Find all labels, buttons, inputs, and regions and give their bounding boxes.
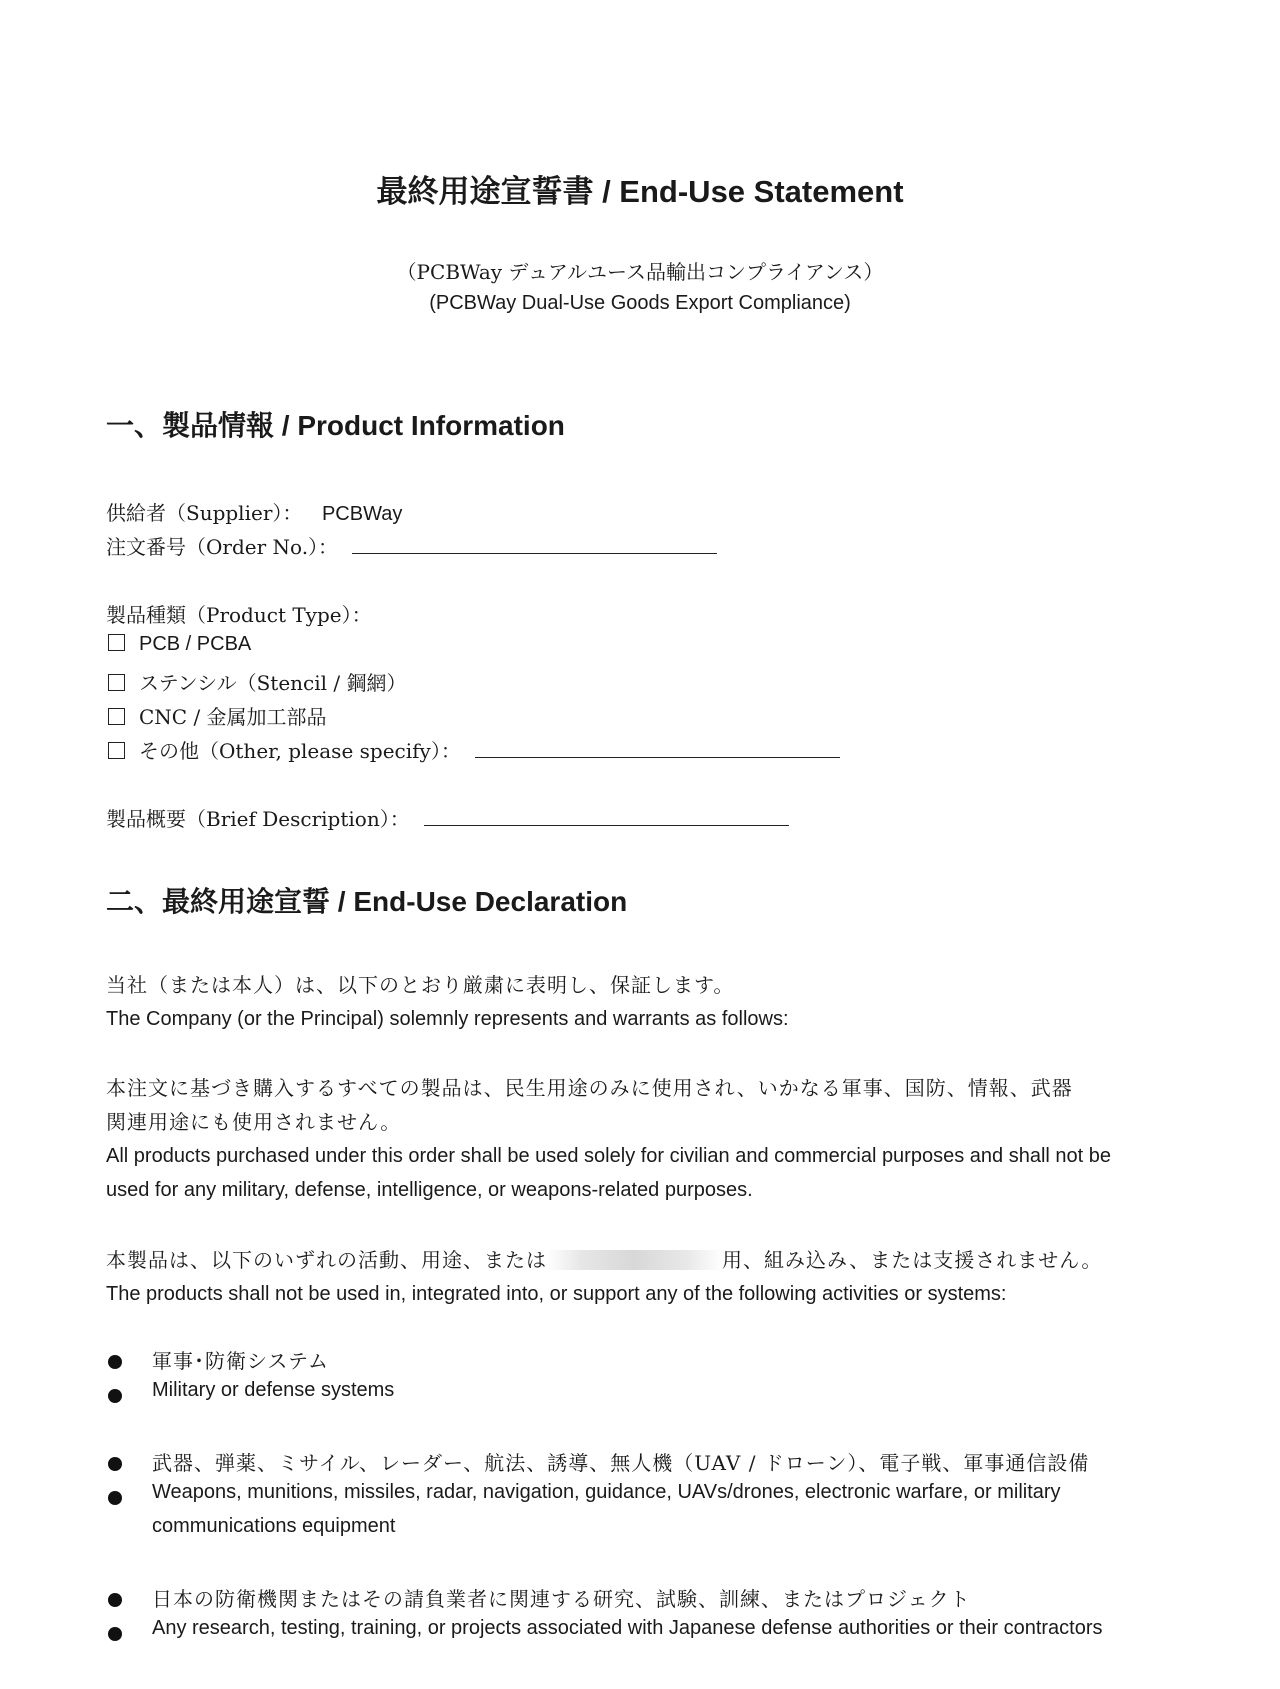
bullet-icon [108, 1355, 122, 1369]
option-pcb-label: PCB / PCBA [139, 633, 252, 655]
declaration-p3-jp [106, 1243, 1102, 1277]
section1-heading [106, 404, 565, 444]
description-field[interactable] [424, 807, 789, 826]
bullet-icon [108, 1491, 122, 1505]
section2-heading-jp: 二、最終用途宣誓 [106, 885, 331, 918]
declaration-p1-jp: 当社（または本人）は、以下のとおり厳粛に表明し、保証します。 [106, 973, 735, 997]
section1-heading-en: / Product Information [281, 410, 565, 441]
declaration-p3-jp-before: 本製品は、以下のいずれの活動、用途、または [106, 1248, 547, 1272]
option-stencil[interactable] [108, 667, 407, 696]
bullet-icon [108, 1457, 122, 1471]
bullet-icon [108, 1389, 122, 1403]
section1-heading-jp: 一、製品情報 [106, 409, 275, 442]
order-label: 注文番号（Order No.）： [106, 535, 339, 559]
option-pcb[interactable] [108, 633, 251, 656]
order-number-field[interactable] [352, 535, 717, 554]
section2-heading-en: / End-Use Declaration [337, 886, 628, 917]
list-item: 軍事･防衛システム [152, 1349, 329, 1373]
list-item: Military or defense systems [152, 1379, 395, 1401]
list-item: 日本の防衛機関またはその請負業者に関連する研究、試験、訓練、またはプロジェクト [152, 1587, 971, 1611]
supplier-label: 供給者（Supplier）： [106, 501, 303, 525]
declaration-p2-en-2: used for any military, defense, intelligence, or weapons-related purposes. [106, 1179, 753, 1201]
document-title [0, 166, 1280, 211]
bullet-icon [108, 1593, 122, 1607]
option-cnc-label: CNC / 金属加工部品 [139, 705, 327, 729]
description-label: 製品概要（Brief Description）： [106, 807, 410, 831]
checkbox-cnc[interactable] [108, 708, 125, 725]
declaration-p2-en-1: All products purchased under this order shall be used solely for civilian and commercial purposes and shall not be [106, 1145, 1111, 1167]
list-item: 武器、弾薬、ミサイル、レーダー、航法、誘導、無人機（UAV / ドローン）、電子戦、軍事通信設備 [152, 1451, 1090, 1475]
declaration-p3-en: The products shall not be used in, integrated into, or support any of the following activities or systems: [106, 1283, 1007, 1305]
declaration-p1-en: The Company (or the Principal) solemnly represents and warrants as follows: [106, 1008, 789, 1030]
option-cnc[interactable] [108, 701, 327, 730]
bullet-icon [108, 1627, 122, 1641]
subtitle-jp: （PCBWay デュアルユース品輸出コンプライアンス） [396, 260, 884, 284]
declaration-p2-jp-2: 関連用途にも使用されません。 [106, 1110, 402, 1134]
checkbox-stencil[interactable] [108, 674, 125, 691]
option-other[interactable] [108, 735, 840, 764]
list-item: Any research, testing, training, or projects associated with Japanese defense authorities or their contractors [152, 1617, 1103, 1639]
list-item-continuation: communications equipment [152, 1515, 396, 1537]
section2-heading [106, 880, 627, 920]
product-type-label: 製品種類（Product Type）： [106, 603, 372, 627]
subtitle-en: (PCBWay Dual-Use Goods Export Compliance) [429, 292, 851, 314]
title-jp: 最終用途宣誓書 [376, 174, 594, 210]
declaration-p2-jp-1: 本注文に基づき購入するすべての製品は、民生用途のみに使用され、いかなる軍事、国防、情報、武器 [106, 1076, 1073, 1100]
checkbox-other[interactable] [108, 742, 125, 759]
redaction-blur [547, 1250, 722, 1270]
list-item: Weapons, munitions, missiles, radar, navigation, guidance, UAVs/drones, electronic warfare, or military [152, 1481, 1061, 1503]
title-en: / End-Use Statement [602, 174, 904, 209]
description-row [106, 803, 789, 832]
option-other-label: その他（Other, please specify）： [139, 739, 461, 763]
order-row [106, 531, 717, 560]
supplier-value: PCBWay [321, 503, 403, 525]
checkbox-pcb[interactable] [108, 634, 125, 651]
option-stencil-label: ステンシル（Stencil / 鋼網） [139, 671, 407, 695]
declaration-p3-jp-after: 用、組み込み、または支援されません。 [722, 1248, 1103, 1272]
supplier-row [106, 497, 402, 526]
other-specify-field[interactable] [475, 739, 840, 758]
